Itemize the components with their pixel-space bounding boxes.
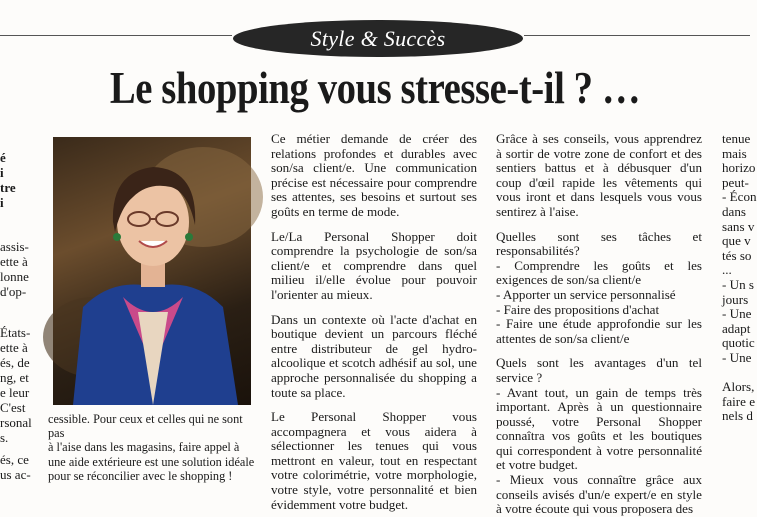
portrait-illustration: [53, 137, 251, 405]
header-rule-right: [524, 35, 750, 36]
col4-line: nels d: [722, 408, 753, 424]
col4-line: Alors,: [722, 379, 755, 395]
col4-line: - Une: [722, 349, 752, 365]
frag-line: és, ce: [0, 452, 29, 467]
frag-line: C'est: [0, 400, 26, 415]
frag-line: d'op-: [0, 284, 27, 299]
col4-line: [722, 366, 750, 381]
frag-line: États-: [0, 325, 31, 340]
article-column-2: [271, 131, 477, 512]
frag-line: s.: [0, 430, 9, 445]
col4-line: - Un s: [722, 276, 755, 292]
col4-line: adapt: [722, 320, 751, 336]
paragraph: Dans un contexte où l'acte d'achat en boutique devient un parcours fléché entre distributeur de gel hydro-alcoolique et scotch adhésif au sol, une approche personnalisée du shopping a toute sa place.: [271, 311, 477, 400]
frag-line: ette à: [0, 254, 28, 269]
frag-line: lonne: [0, 269, 29, 284]
list-item: - Avant tout, un gain de temps très important. Après à un questionnaire poussé, votre Personal Shopper connaîtra vos goûts et les boutiques qui correspondent à votre personnalité et votre budget.: [496, 384, 702, 473]
list-item: - Apporter un service personnalisé: [496, 286, 676, 302]
col4-line: quotic: [722, 335, 755, 351]
paragraph: Ce métier demande de créer des relations profondes et durables avec son/sa client/e. Une communication précise est nécessaire pour comprendre ses attentes, ses besoins et surtout ses goûts en terme de mode.: [271, 131, 477, 219]
list-item: - Comprendre les goûts et les exigences de son/sa client/e: [496, 257, 702, 288]
col4-line: faire e: [722, 393, 756, 409]
section-badge: [233, 20, 523, 57]
article-column-3: [496, 131, 702, 517]
frag-line: i: [0, 165, 4, 180]
frag-line: és, de: [0, 355, 30, 370]
list-item: - Faire des propositions d'achat: [496, 301, 660, 317]
paragraph: Le Personal Shopper vous accompagnera et vous aidera à sélectionner les tenues qui vous mettront en valeur, tout en respectant votre colorimétrie, votre morphologie, votre style, votre personnalité et bien évidemment votre budget.: [271, 409, 477, 512]
article-column-4: [722, 131, 757, 424]
list-item: - Faire une étude approfondie sur les attentes de son/sa client/e: [496, 316, 702, 346]
question-heading: Quelles sont ses tâches et responsabilités?: [496, 228, 702, 259]
col4-line: tenue: [722, 131, 751, 146]
caption-line: cessible. Pour ceux et celles qui ne sont pas: [48, 412, 243, 441]
col4-line: ...: [722, 262, 732, 278]
frag-line: ette à: [0, 340, 28, 355]
col4-line: sans v: [722, 218, 755, 234]
frag-line: i: [0, 195, 4, 210]
frag-line: us ac-: [0, 467, 31, 482]
col4-line: - Une: [722, 306, 752, 322]
col4-line: mais: [722, 145, 747, 161]
col4-line: que v: [722, 233, 751, 249]
col4-line: tés so: [722, 247, 752, 263]
paragraph: Grâce à ses conseils, vous apprendrez à sortir de votre zone de confort et des sentiers battus et à débusquer d'un coup d'œil rapide les vêtements qui vous iront et dans lesquels vous vous sentirez à l'aise.: [496, 131, 702, 219]
col4-line: dans: [722, 203, 747, 219]
left-fragment-a: [0, 239, 30, 299]
col4-line: horizo: [722, 160, 756, 176]
frag-line: rsonal: [0, 415, 32, 430]
left-fragment-b: [0, 325, 30, 445]
portrait-photo: [53, 137, 251, 405]
frag-line: tre: [0, 180, 16, 195]
question-heading: Quels sont les avantages d'un tel service ?: [496, 355, 702, 385]
paragraph: Le/La Personal Shopper doit comprendre la psychologie de son/sa client/e et comprendre dans quel milieu il/elle évolue pour pouvoir l'orienter au mieux.: [271, 228, 477, 302]
col4-line: jours: [722, 291, 749, 307]
section-badge-text: Style & Succès: [310, 25, 446, 51]
caption-line: pour se réconcilier avec le shopping !: [48, 468, 233, 483]
frag-line: assis-: [0, 239, 29, 254]
col4-line: peut-: [722, 174, 749, 190]
frag-line: ng, et: [0, 370, 29, 385]
frag-line: é: [0, 150, 6, 165]
caption-line: à l'aise dans les magasins, faire appel à: [48, 440, 240, 455]
list-item: - Mieux vous connaître grâce aux conseils avisés d'un/e expert/e en style à votre écoute qui vous proposera des: [496, 472, 702, 517]
frag-line: e leur: [0, 385, 30, 400]
header-rule-left: [0, 35, 232, 36]
left-fragment-bold: [0, 150, 14, 210]
photo-caption-text: [48, 412, 256, 483]
caption-line: une aide extérieure est une solution idéale: [48, 454, 255, 469]
left-fragment-c: [0, 452, 30, 482]
col4-line: - Écon: [722, 189, 757, 205]
article-headline: Le shopping vous stresse-t-il ? …: [109, 63, 641, 113]
